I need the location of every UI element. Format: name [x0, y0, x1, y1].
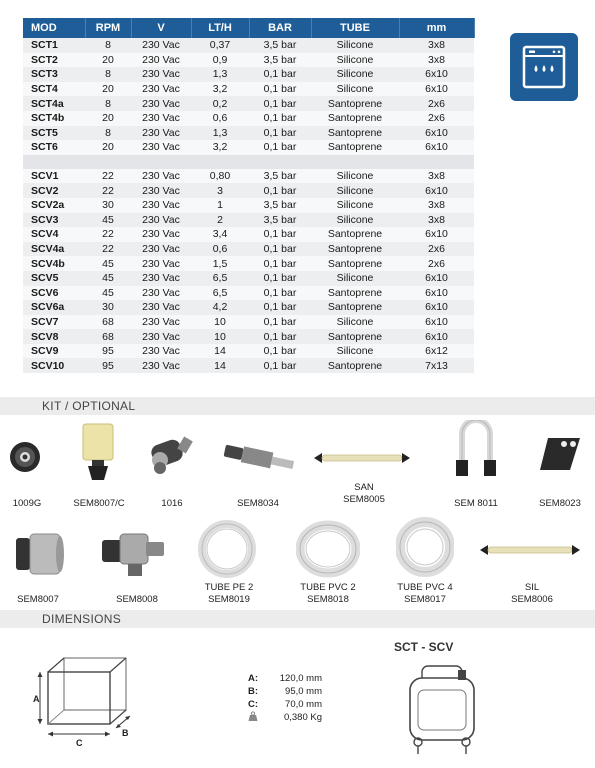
dimension-cube-diagram: [30, 650, 140, 750]
cell-flow: 0,80: [191, 169, 249, 184]
kit-item-sem8007c: [80, 422, 116, 484]
cell-rpm: 95: [85, 344, 131, 359]
cell-mm: 3x8: [399, 53, 474, 68]
cell-flow: 10: [191, 315, 249, 330]
cell-flow: 3,2: [191, 140, 249, 155]
table-row: [23, 67, 474, 82]
cell-tube: Santoprene: [311, 286, 399, 301]
kit-label-sem8023: SEM8023: [539, 498, 581, 509]
kit-label-tube-pe2: TUBE PE 2: [204, 582, 254, 593]
spec-table: [23, 18, 475, 373]
cell-flow: 1,5: [191, 256, 249, 271]
cell-flow: 10: [191, 329, 249, 344]
kit-item-tube-pvc4: [396, 516, 454, 578]
table-row: [23, 315, 474, 330]
cell-pressure: 3,5 bar: [249, 53, 311, 68]
cell-pressure: 0,1 bar: [249, 300, 311, 315]
cell-tube: Silicone: [311, 198, 399, 213]
table-row: [23, 256, 474, 271]
cell-mod: SCT2: [23, 53, 85, 68]
cell-mod: SCV8: [23, 329, 85, 344]
kit-item-sem8023: [538, 434, 584, 474]
cell-pressure: 3,5 bar: [249, 38, 311, 53]
cell-mod: SCV4: [23, 227, 85, 242]
cell-rpm: 45: [85, 286, 131, 301]
cell-mod: SCV5: [23, 271, 85, 286]
cell-rpm: 20: [85, 140, 131, 155]
kit-label-tube-pvc2: TUBE PVC 2: [300, 582, 356, 593]
dimensions-section-header: [0, 610, 595, 628]
cell-pressure: 0,1 bar: [249, 271, 311, 286]
kit-item-sem8008: [98, 526, 170, 580]
dimensions-title: DIMENSIONS: [42, 612, 122, 626]
cell-mod: SCV1: [23, 169, 85, 184]
cell-flow: 2: [191, 213, 249, 228]
dimension-row-b: [248, 685, 322, 698]
kit-label-sem8017: SEM8017: [404, 594, 446, 605]
cell-voltage: 230 Vac: [131, 213, 191, 228]
kit-item-sil-sem8006: [478, 540, 582, 560]
kit-title: KIT / OPTIONAL: [42, 399, 136, 413]
cell-mm: 6x10: [399, 140, 474, 155]
header-mod: MOD: [23, 18, 85, 38]
kit-label-sil: SIL: [524, 582, 540, 593]
table-row: [23, 358, 474, 373]
cell-flow: 1,3: [191, 67, 249, 82]
header-voltage: V: [131, 18, 191, 38]
cell-pressure: 0,1 bar: [249, 329, 311, 344]
kit-item-sem8034: [222, 444, 298, 472]
dimension-row-a: [248, 672, 322, 685]
table-row: [23, 271, 474, 286]
cell-rpm: 8: [85, 67, 131, 82]
cell-rpm: 30: [85, 198, 131, 213]
table-row: [23, 213, 474, 228]
table-row: [23, 126, 474, 141]
cell-voltage: 230 Vac: [131, 227, 191, 242]
table-body: [23, 38, 474, 373]
model-title: SCT - SCV: [394, 640, 454, 654]
cell-flow: 3: [191, 183, 249, 198]
table-header-row: [23, 18, 474, 38]
cell-tube: Santoprene: [311, 242, 399, 257]
cell-mod: SCT4b: [23, 111, 85, 126]
cell-mod: SCV7: [23, 315, 85, 330]
cell-mod: SCT4a: [23, 96, 85, 111]
cell-mm: 6x10: [399, 271, 474, 286]
cell-voltage: 230 Vac: [131, 358, 191, 373]
dishwasher-icon-box: [510, 33, 578, 101]
cell-flow: 0,9: [191, 53, 249, 68]
cell-rpm: 8: [85, 96, 131, 111]
header-flow: LT/H: [191, 18, 249, 38]
cell-pressure: 0,1 bar: [249, 315, 311, 330]
cell-flow: 1,3: [191, 126, 249, 141]
cell-mod: SCV6: [23, 286, 85, 301]
table-row: [23, 38, 474, 53]
kit-label-sem8034: SEM8034: [237, 498, 279, 509]
cell-rpm: 22: [85, 227, 131, 242]
dimension-value: 120,0 mm: [279, 673, 322, 684]
cell-flow: 4,2: [191, 300, 249, 315]
table-row: [23, 82, 474, 97]
cell-tube: Santoprene: [311, 256, 399, 271]
cell-voltage: 230 Vac: [131, 315, 191, 330]
cell-rpm: 68: [85, 329, 131, 344]
cell-flow: 3,4: [191, 227, 249, 242]
cell-mm: 2x6: [399, 242, 474, 257]
table-row: [23, 242, 474, 257]
cell-tube: Santoprene: [311, 126, 399, 141]
cell-rpm: 8: [85, 38, 131, 53]
kit-label-tube-pvc4: TUBE PVC 4: [397, 582, 453, 593]
table-group-separator: [23, 155, 474, 169]
cell-flow: 6,5: [191, 271, 249, 286]
cell-pressure: 0,1 bar: [249, 67, 311, 82]
cell-mm: 3x8: [399, 198, 474, 213]
kit-section-header: [0, 397, 595, 415]
dimension-key: A:: [248, 673, 259, 684]
table-row: [23, 344, 474, 359]
kit-label-sem8005: SEM8005: [343, 494, 385, 505]
cell-voltage: 230 Vac: [131, 82, 191, 97]
cell-mm: 6x10: [399, 300, 474, 315]
cell-mm: 6x12: [399, 344, 474, 359]
table-row: [23, 140, 474, 155]
cell-mm: 6x10: [399, 67, 474, 82]
cell-rpm: 20: [85, 82, 131, 97]
weight-value: 0,380 Kg: [283, 712, 322, 723]
cell-tube: Silicone: [311, 169, 399, 184]
kit-label-1016: 1016: [161, 498, 183, 509]
kit-label-sem8007: SEM8007: [17, 594, 59, 605]
cell-mm: 3x8: [399, 213, 474, 228]
cell-voltage: 230 Vac: [131, 53, 191, 68]
cell-pressure: 0,1 bar: [249, 82, 311, 97]
cell-mod: SCT6: [23, 140, 85, 155]
cell-rpm: 20: [85, 111, 131, 126]
cell-flow: 14: [191, 358, 249, 373]
cell-flow: 0,6: [191, 242, 249, 257]
cell-mm: 7x13: [399, 358, 474, 373]
kit-label-1009g: 1009G: [12, 498, 42, 509]
cell-pressure: 0,1 bar: [249, 126, 311, 141]
kit-item-1016: [146, 430, 196, 476]
table-row: [23, 227, 474, 242]
cell-mm: 6x10: [399, 82, 474, 97]
cell-rpm: 45: [85, 256, 131, 271]
cell-voltage: 230 Vac: [131, 183, 191, 198]
cell-rpm: 8: [85, 126, 131, 141]
cell-mm: 3x8: [399, 169, 474, 184]
cell-pressure: 0,1 bar: [249, 183, 311, 198]
kit-item-tube-pe2: [198, 520, 256, 578]
dimension-value: 70,0 mm: [285, 699, 322, 710]
cell-voltage: 230 Vac: [131, 111, 191, 126]
cell-voltage: 230 Vac: [131, 286, 191, 301]
kit-item-1009g: [8, 440, 42, 474]
header-rpm: RPM: [85, 18, 131, 38]
cell-voltage: 230 Vac: [131, 329, 191, 344]
kit-item-san-sem8005: [312, 448, 412, 468]
cell-mod: SCV3: [23, 213, 85, 228]
kit-label-sem8008: SEM8008: [116, 594, 158, 605]
dimension-value: 95,0 mm: [285, 686, 322, 697]
table-row: [23, 300, 474, 315]
weight-icon: [248, 711, 262, 725]
cell-mm: 6x10: [399, 227, 474, 242]
pump-outline-drawing: [402, 660, 482, 758]
cell-pressure: 0,1 bar: [249, 256, 311, 271]
cell-flow: 3,2: [191, 82, 249, 97]
cell-tube: Silicone: [311, 213, 399, 228]
cell-tube: Silicone: [311, 38, 399, 53]
kit-label-sem8011: SEM 8011: [454, 498, 498, 509]
cell-voltage: 230 Vac: [131, 169, 191, 184]
cell-mod: SCT5: [23, 126, 85, 141]
cell-mod: SCV9: [23, 344, 85, 359]
header-pressure: BAR: [249, 18, 311, 38]
cell-mm: 6x10: [399, 126, 474, 141]
cell-mod: SCV4b: [23, 256, 85, 271]
table-row: [23, 111, 474, 126]
cell-tube: Silicone: [311, 271, 399, 286]
table-row: [23, 96, 474, 111]
dimension-row-weight: [248, 711, 322, 725]
cell-mm: 2x6: [399, 96, 474, 111]
cell-mod: SCV2a: [23, 198, 85, 213]
kit-item-sem8011: [448, 420, 504, 482]
cell-pressure: 3,5 bar: [249, 198, 311, 213]
cell-tube: Silicone: [311, 82, 399, 97]
cell-voltage: 230 Vac: [131, 256, 191, 271]
cell-rpm: 20: [85, 53, 131, 68]
dishwasher-icon: [520, 43, 568, 91]
cell-rpm: 45: [85, 213, 131, 228]
kit-label-sem8007c: SEM8007/C: [73, 498, 125, 509]
cube-label-c: C: [76, 738, 83, 748]
cell-tube: Silicone: [311, 53, 399, 68]
kit-label-sem8019: SEM8019: [208, 594, 250, 605]
cell-tube: Santoprene: [311, 227, 399, 242]
cell-tube: Santoprene: [311, 111, 399, 126]
kit-item-sem8007: [14, 530, 66, 578]
dimension-values: [248, 672, 322, 725]
dimension-key: C:: [248, 699, 259, 710]
cell-flow: 1: [191, 198, 249, 213]
cell-mm: 6x10: [399, 315, 474, 330]
cell-pressure: 0,1 bar: [249, 140, 311, 155]
cell-voltage: 230 Vac: [131, 242, 191, 257]
cell-pressure: 0,1 bar: [249, 96, 311, 111]
cell-pressure: 0,1 bar: [249, 242, 311, 257]
cell-flow: 0,6: [191, 111, 249, 126]
cell-flow: 0,37: [191, 38, 249, 53]
cell-mod: SCT4: [23, 82, 85, 97]
table-row: [23, 329, 474, 344]
cell-rpm: 68: [85, 315, 131, 330]
header-mm: mm: [399, 18, 474, 38]
cell-rpm: 95: [85, 358, 131, 373]
cell-rpm: 22: [85, 183, 131, 198]
cell-rpm: 30: [85, 300, 131, 315]
cell-rpm: 22: [85, 169, 131, 184]
cell-voltage: 230 Vac: [131, 67, 191, 82]
cell-voltage: 230 Vac: [131, 140, 191, 155]
table-row: [23, 286, 474, 301]
kit-item-tube-pvc2: [296, 520, 360, 578]
cell-voltage: 230 Vac: [131, 271, 191, 286]
dimension-row-c: [248, 698, 322, 711]
cell-tube: Santoprene: [311, 140, 399, 155]
cell-mm: 3x8: [399, 38, 474, 53]
kit-label-sem8006: SEM8006: [511, 594, 553, 605]
cell-mod: SCT3: [23, 67, 85, 82]
table-row: [23, 198, 474, 213]
cell-mod: SCV6a: [23, 300, 85, 315]
cell-tube: Santoprene: [311, 329, 399, 344]
cell-pressure: 3,5 bar: [249, 169, 311, 184]
separator-cell: [23, 155, 474, 169]
cell-voltage: 230 Vac: [131, 96, 191, 111]
cell-pressure: 0,1 bar: [249, 358, 311, 373]
kit-label-sem8018: SEM8018: [307, 594, 349, 605]
header-tube: TUBE: [311, 18, 399, 38]
cell-flow: 6,5: [191, 286, 249, 301]
cell-tube: Santoprene: [311, 96, 399, 111]
cell-pressure: 3,5 bar: [249, 213, 311, 228]
cell-voltage: 230 Vac: [131, 126, 191, 141]
cell-tube: Santoprene: [311, 300, 399, 315]
cell-tube: Silicone: [311, 344, 399, 359]
cell-pressure: 0,1 bar: [249, 344, 311, 359]
cell-flow: 14: [191, 344, 249, 359]
table-row: [23, 183, 474, 198]
cell-mm: 2x6: [399, 256, 474, 271]
cell-mm: 6x10: [399, 329, 474, 344]
cell-rpm: 22: [85, 242, 131, 257]
table-row: [23, 53, 474, 68]
cell-mm: 6x10: [399, 183, 474, 198]
cell-mm: 2x6: [399, 111, 474, 126]
cell-voltage: 230 Vac: [131, 300, 191, 315]
dimension-key: B:: [248, 686, 259, 697]
cell-mod: SCV2: [23, 183, 85, 198]
cell-voltage: 230 Vac: [131, 38, 191, 53]
cell-tube: Santoprene: [311, 358, 399, 373]
cell-pressure: 0,1 bar: [249, 286, 311, 301]
cell-mm: 6x10: [399, 286, 474, 301]
cell-tube: Silicone: [311, 183, 399, 198]
cell-tube: Silicone: [311, 67, 399, 82]
cell-flow: 0,2: [191, 96, 249, 111]
cell-mod: SCV4a: [23, 242, 85, 257]
kit-label-san: SAN: [354, 482, 374, 493]
cube-label-b: B: [122, 728, 129, 738]
cell-pressure: 0,1 bar: [249, 111, 311, 126]
cell-rpm: 45: [85, 271, 131, 286]
cell-tube: Silicone: [311, 315, 399, 330]
cell-voltage: 230 Vac: [131, 198, 191, 213]
cell-mod: SCV10: [23, 358, 85, 373]
cell-mod: SCT1: [23, 38, 85, 53]
cell-voltage: 230 Vac: [131, 344, 191, 359]
table-row: [23, 169, 474, 184]
cell-pressure: 0,1 bar: [249, 227, 311, 242]
cube-label-a: A: [33, 694, 40, 704]
